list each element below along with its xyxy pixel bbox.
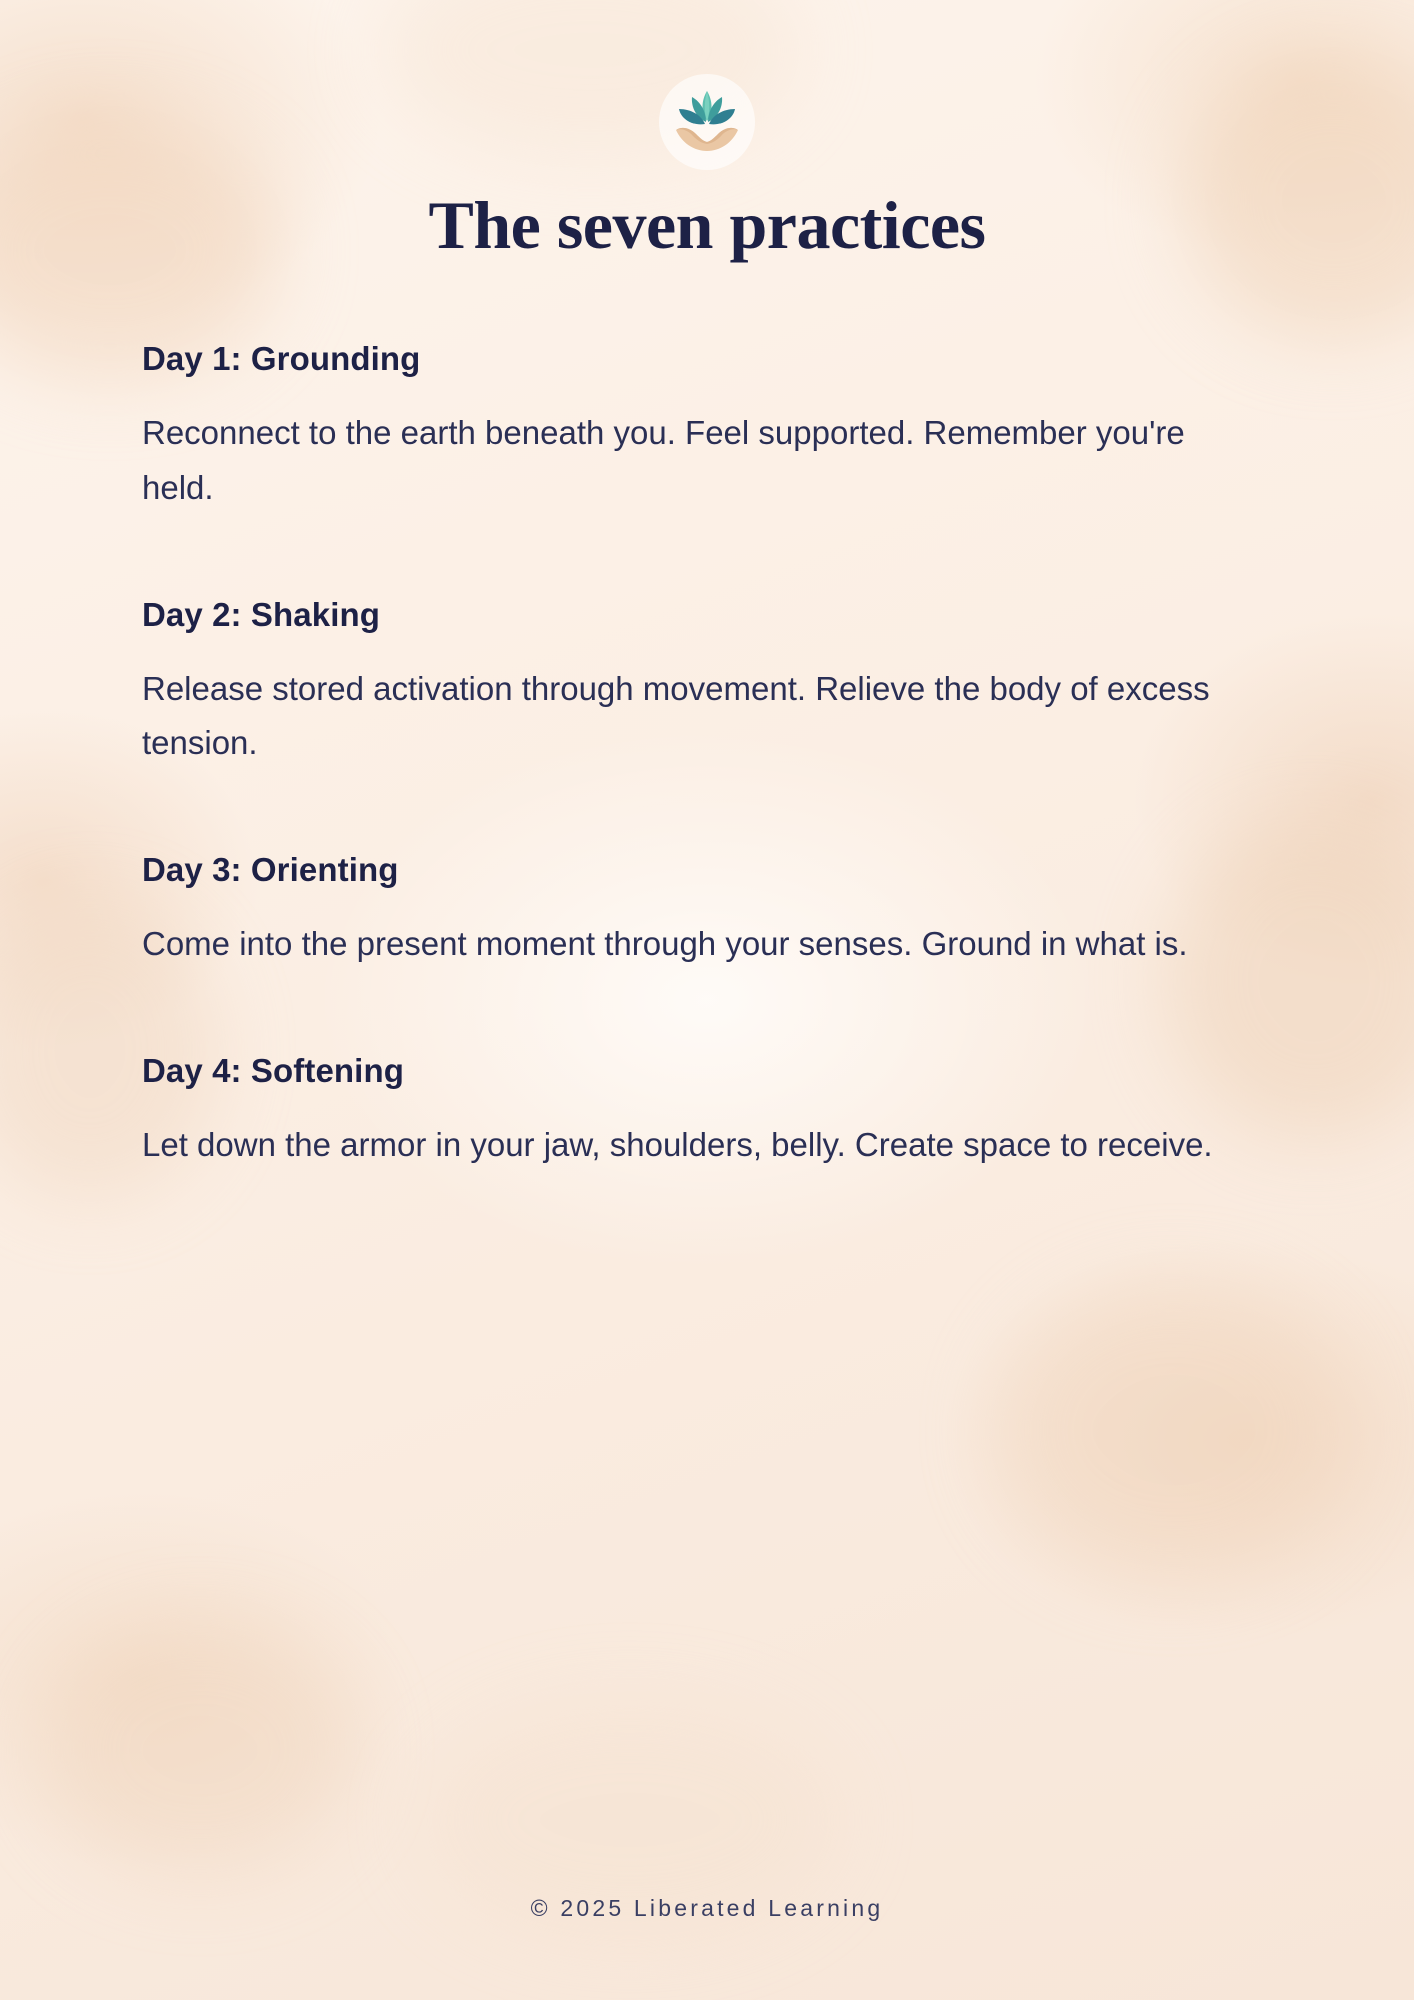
practice-body: Release stored activation through movement. Relieve the body of excess tension. (142, 669, 1210, 762)
footer-copyright: © 2025 Liberated Learning (530, 1895, 884, 1921)
practice-body: Reconnect to the earth beneath you. Feel supported. Remember you're held. (142, 414, 1185, 506)
practice-title: Day 1: Grounding (142, 340, 421, 377)
practice-title: Day 2: Shaking (142, 595, 380, 633)
practice-title: Day 4: Softening (142, 1051, 404, 1089)
practice-item (142, 596, 1284, 772)
lotus-in-hands-icon (668, 85, 746, 159)
logo (659, 74, 755, 170)
practice-item (142, 851, 1284, 972)
practice-item (142, 1052, 1284, 1173)
practice-body: Come into the present moment through your senses. Ground in what is. (142, 925, 1188, 963)
practice-body: Let down the armor in your jaw, shoulders, belly. Create space to receive. (142, 1125, 1213, 1163)
practice-item (142, 340, 1284, 516)
page-title: The seven practices (428, 187, 986, 263)
practice-title: Day 3: Orienting (142, 851, 399, 889)
practice-list (142, 340, 1284, 1173)
